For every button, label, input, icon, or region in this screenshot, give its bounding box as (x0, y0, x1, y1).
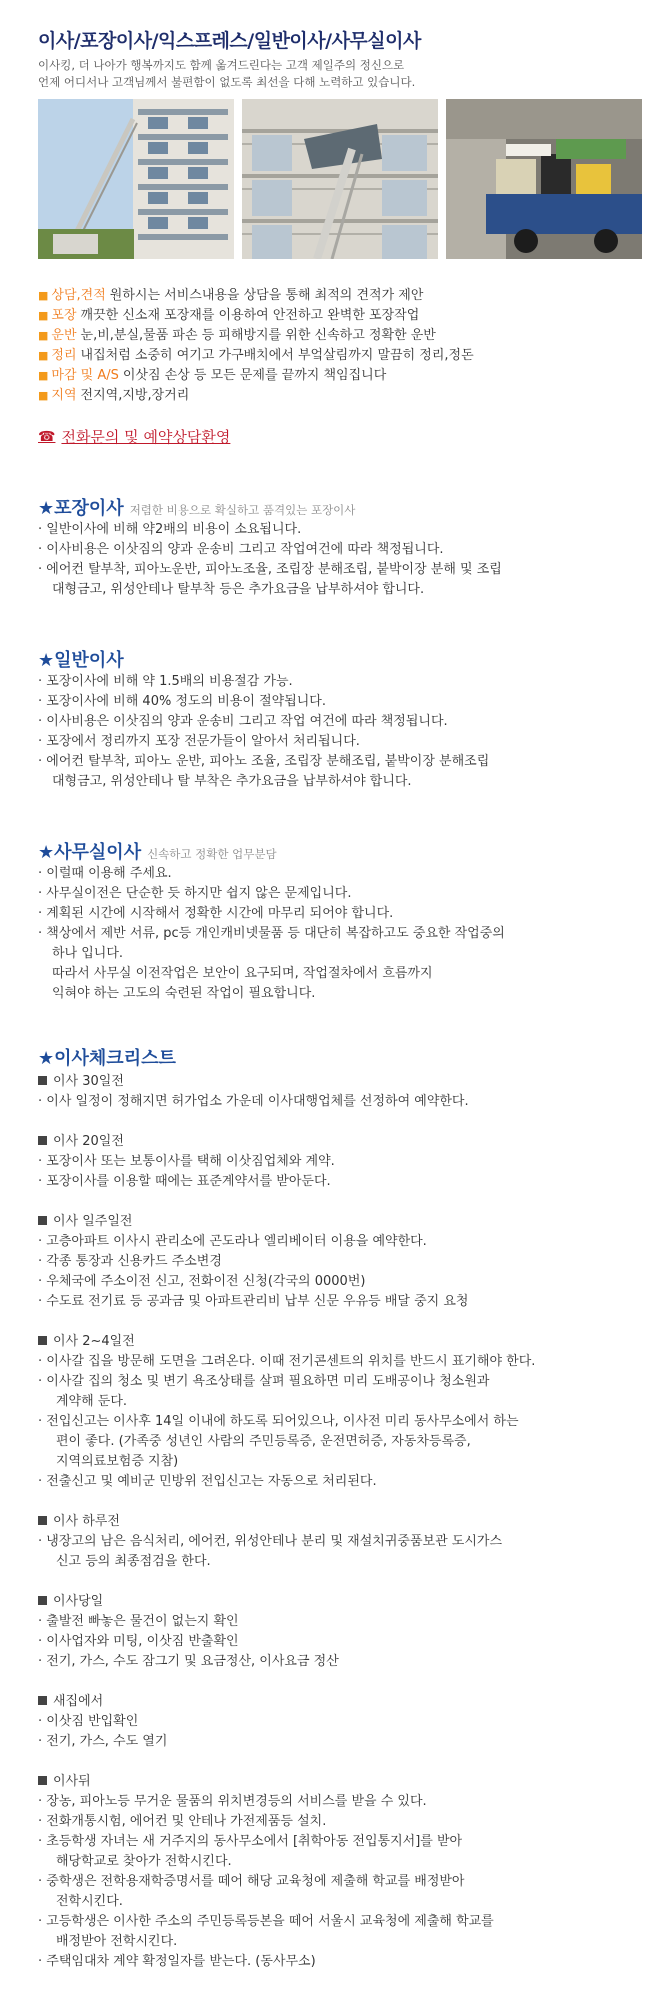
square-bullet-icon (38, 1216, 47, 1225)
checklist-item: · 이사갈 집의 청소 및 변기 욕조상태를 살펴 필요하면 미리 도배공이나 청소원과 (38, 1374, 490, 1389)
service-item: ■ 마감 및 A/S 이삿짐 손상 등 모든 문제를 끝까지 책임집니다 (38, 368, 387, 383)
checklist-group (38, 1132, 658, 1192)
text-line: · 사무실이전은 단순한 듯 하지만 쉽지 않은 문제입니다. (38, 886, 352, 901)
text-line: 익혀야 하는 고도의 숙련된 작업이 필요합니다. (52, 986, 316, 1001)
section-title: ★사무실이사 (38, 842, 142, 863)
checklist-item: 지역의료보험증 지참) (56, 1454, 179, 1469)
checklist-item: · 전화개통시험, 에어컨 및 안테나 가전제품등 설치. (38, 1814, 327, 1829)
square-bullet-icon (38, 1596, 47, 1605)
checklist-item: 편이 좋다. (가족중 성년인 사람의 주민등록증, 운전면허증, 자동차등록증, (56, 1434, 471, 1449)
text-line: 따라서 사무실 이전작업은 보안이 요구되며, 작업절차에서 흐름까지 (52, 966, 433, 981)
text-line: · 계획된 시간에 시작해서 정확한 시간에 마무리 되어야 합니다. (38, 906, 394, 921)
text-line: · 포장이사에 비해 약 1.5배의 비용절감 가능. (38, 674, 293, 689)
ladder-lift-balcony-photo (242, 99, 438, 259)
checklist-group (38, 1332, 658, 1492)
checklist-group-heading: 이사뒤 (38, 1772, 658, 1792)
service-item: ■ 운반 눈,비,분실,물품 파손 등 피해방지를 위한 신속하고 정확한 운반 (38, 328, 436, 343)
bullet-icon: ■ (38, 369, 49, 382)
service-item: ■ 지역 전지역,지방,장거리 (38, 388, 190, 403)
checklist-item: · 고등학생은 이사한 주소의 주민등록등본을 떼어 서울시 교육청에 제출해 학교를 (38, 1914, 494, 1929)
section-title: ★이사체크리스트 (38, 1048, 176, 1069)
service-item: ■ 정리 내집처럼 소중히 여기고 가구배치에서 부엌살림까지 말끔히 정리,정돈 (38, 348, 474, 363)
service-item: ■ 포장 깨끗한 신소재 포장재를 이용하여 안전하고 완벽한 포장작업 (38, 308, 420, 323)
square-bullet-icon (38, 1076, 47, 1085)
text-line: · 일반이사에 비해 약2배의 비용이 소요됩니다. (38, 522, 302, 537)
photo-strip (38, 99, 658, 259)
checklist-groups (38, 1072, 658, 1972)
content (38, 0, 658, 1972)
checklist-item: · 포장이사 또는 보통이사를 택해 이삿짐업체와 계약. (38, 1154, 335, 1169)
text-line: · 포장이사에 비해 40% 정도의 비용이 절약됩니다. (38, 694, 326, 709)
text-line: · 에어컨 탈부착, 피아노운반, 피아노조율, 조립장 분해조립, 붙박이장 분해 및 조립 (38, 562, 502, 577)
checklist-item: 신고 등의 최종점검을 한다. (56, 1554, 211, 1569)
checklist-group (38, 1592, 658, 1672)
section-title: ★포장이사 (38, 498, 124, 519)
checklist-item: · 출발전 빠놓은 물건이 없는지 확인 (38, 1614, 239, 1629)
section-subtitle: 저렴한 비용으로 확실하고 품격있는 포장이사 (129, 503, 356, 517)
ladder-truck-apartment-photo (38, 99, 234, 259)
checklist-group-heading: 이사 30일전 (38, 1072, 658, 1092)
section-general (38, 646, 658, 792)
checklist-item: 계약해 둔다. (56, 1394, 128, 1409)
checklist-group-heading: 이사 하루전 (38, 1512, 658, 1532)
bullet-icon: ■ (38, 289, 49, 302)
service-list (38, 286, 658, 406)
bullet-icon: ■ (38, 389, 49, 402)
square-bullet-icon (38, 1696, 47, 1705)
text-line: · 책상에서 제반 서류, pc등 개인캐비넷물품 등 대단히 복잡하고도 중요한 작업중의 (38, 926, 505, 941)
section-subtitle: 신속하고 정확한 업무분담 (147, 847, 277, 861)
checklist-item: · 우체국에 주소이전 신고, 전화이전 신청(각국의 0000번) (38, 1274, 366, 1289)
text-line: · 이사비용은 이삿짐의 양과 운송비 그리고 작업 여건에 따라 책정됩니다. (38, 714, 448, 729)
checklist-item: · 이사업자와 미팅, 이삿짐 반출확인 (38, 1634, 239, 1649)
text-line: 대형금고, 위성안테나 탈부착 등은 추가요금을 납부하셔야 합니다. (52, 582, 425, 597)
section-title: ★일반이사 (38, 650, 124, 671)
checklist-group-heading: 새집에서 (38, 1692, 658, 1712)
checklist-group-heading: 이사당일 (38, 1592, 658, 1612)
checklist-group-heading: 이사 20일전 (38, 1132, 658, 1152)
intro-line: 언제 어디서나 고객님께서 불편함이 없도록 최선을 다해 노력하고 있습니다. (38, 75, 416, 89)
checklist-item: 해당학교로 찾아가 전학시킨다. (56, 1854, 232, 1869)
checklist-item: · 전기, 가스, 수도 잠그기 및 요금정산, 이사요금 정산 (38, 1654, 339, 1669)
text-line: · 포장에서 정리까지 포장 전문가들이 알아서 처리됩니다. (38, 734, 360, 749)
text-line: 대형금고, 위성안테나 탈 부착은 추가요금을 납부하셔야 합니다. (52, 774, 412, 789)
checklist-group (38, 1512, 658, 1572)
bullet-icon: ■ (38, 329, 49, 342)
checklist-item: · 전기, 가스, 수도 열기 (38, 1734, 168, 1749)
checklist-item: · 이사 일정이 정해지면 허가업소 가운데 이사대행업체를 선정하여 예약한다. (38, 1094, 469, 1109)
truck-loaded-furniture-photo (446, 99, 642, 259)
checklist-item: · 초등학생 자녀는 새 거주지의 동사무소에서 [취학아동 전입통지서]를 받아 (38, 1834, 463, 1849)
phone-inquiry-label: 전화문의 및 예약상담환영 (61, 428, 231, 446)
square-bullet-icon (38, 1776, 47, 1785)
bullet-icon: ■ (38, 309, 49, 322)
checklist-item: · 이사갈 집을 방문해 도면을 그려온다. 이때 전기콘센트의 위치를 반드시 표기해야 한다. (38, 1354, 536, 1369)
checklist-item: · 전출신고 및 예비군 민방위 전입신고는 자동으로 처리된다. (38, 1474, 377, 1489)
text-line: · 에어컨 탈부착, 피아노 운반, 피아노 조율, 조립장 분해조립, 붙박이장 분해조립 (38, 754, 490, 769)
intro-text (38, 57, 658, 91)
checklist-item: · 이삿짐 반입확인 (38, 1714, 139, 1729)
square-bullet-icon (38, 1136, 47, 1145)
checklist-group (38, 1212, 658, 1312)
section-checklist (38, 1044, 658, 1972)
phone-icon: ☎ (38, 428, 56, 445)
text-line: · 이사비용은 이삿짐의 양과 운송비 그리고 작업여건에 따라 책정됩니다. (38, 542, 444, 557)
phone-inquiry-link[interactable] (38, 426, 658, 447)
checklist-item: · 수도료 전기료 등 공과금 및 아파트관리비 납부 신문 우유등 배달 중지 요청 (38, 1294, 469, 1309)
checklist-item: · 중학생은 전학용재학증명서를 떼어 해당 교육청에 제출해 학교를 배정받아 (38, 1874, 465, 1889)
checklist-group-heading: 이사 일주일전 (38, 1212, 658, 1232)
checklist-item: · 전입신고는 이사후 14일 이내에 하도록 되어있으나, 이사전 미리 동사무소에서 하는 (38, 1414, 519, 1429)
checklist-item: · 냉장고의 남은 음식처리, 에어컨, 위성안테나 분리 및 재설치귀중품보관 도시가스 (38, 1534, 503, 1549)
checklist-item: · 장농, 피아노등 무거운 물품의 위치변경등의 서비스를 받을 수 있다. (38, 1794, 427, 1809)
checklist-group (38, 1072, 658, 1112)
section-office (38, 838, 658, 1004)
text-line: 하나 입니다. (52, 946, 124, 961)
text-line: · 이럴때 이용해 주세요. (38, 866, 172, 881)
checklist-item: 전학시킨다. (56, 1894, 123, 1909)
checklist-group (38, 1772, 658, 1972)
checklist-item: · 주택임대차 계약 확정일자를 받는다. (동사무소) (38, 1954, 316, 1969)
intro-line: 이사킹, 더 나아가 행복까지도 함께 옮겨드린다는 고객 제일주의 정신으로 (38, 58, 405, 72)
square-bullet-icon (38, 1336, 47, 1345)
section-packing (38, 494, 658, 600)
checklist-item: 배정받아 전학시킨다. (56, 1934, 178, 1949)
checklist-group (38, 1692, 658, 1752)
checklist-item: · 포장이사를 이용할 때에는 표준계약서를 받아둔다. (38, 1174, 331, 1189)
checklist-item: · 각종 통장과 신용카드 주소변경 (38, 1254, 222, 1269)
checklist-group-heading: 이사 2~4일전 (38, 1332, 658, 1352)
page-title: 이사/포장이사/익스프레스/일반이사/사무실이사 (38, 30, 421, 52)
checklist-item: · 고층아파트 이사시 관리소에 곤도라나 엘리베이터 이용을 예약한다. (38, 1234, 427, 1249)
square-bullet-icon (38, 1516, 47, 1525)
bullet-icon: ■ (38, 349, 49, 362)
service-item: ■ 상담,견적 원하시는 서비스내용을 상담을 통해 최적의 견적가 제안 (38, 288, 424, 303)
